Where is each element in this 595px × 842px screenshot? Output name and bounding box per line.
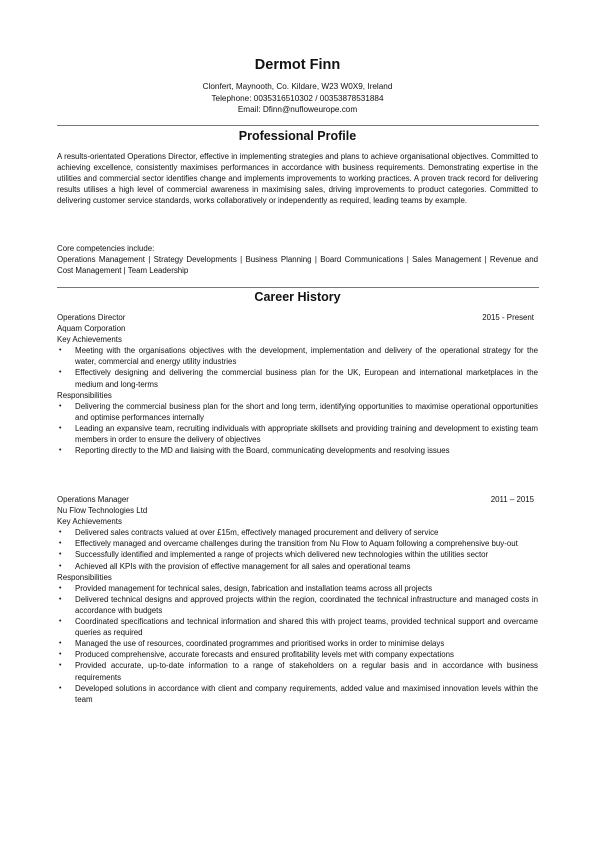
bullet-icon: • (59, 562, 62, 570)
profile-heading: Professional Profile (238, 129, 357, 143)
competencies-label: Core competencies include: (57, 244, 155, 253)
bullet-icon: • (59, 595, 62, 603)
list-item: • Developed solutions in accordance with client and company requirements, added value and maximised innovation levels within the team (59, 683, 538, 704)
bullet-icon: • (59, 347, 62, 355)
competencies-list: Operations Management | Strategy Developments | Business Planning | Board Communications | Sales Management | Revenue and Cost Management | Team Leadership (57, 255, 538, 276)
responsibilities-label: Responsibilities (57, 572, 112, 582)
bullet-icon: • (59, 618, 62, 626)
list-item: • Delivered sales contracts valued at over £15m, effectively managed procurement and delivery of service (59, 528, 439, 538)
list-item: • Effectively managed and overcame challenges during the transition from Nu Flow to Aquam following a comprehensive buy-out (59, 539, 518, 549)
list-item: • Achieved all KPIs with the provision of effective management for all sales and operational teams (59, 561, 411, 571)
role-dates: 2015 - Present (482, 313, 534, 322)
role-header (57, 494, 538, 505)
bullet-icon: • (59, 584, 62, 592)
section-divider (57, 287, 539, 288)
list-item: • Delivering the commercial business plan for the short and long term, identifying opportunities to maximise operational opportunities and optimise performances internally (59, 401, 538, 422)
role-operations-director (57, 312, 538, 456)
telephone-line: Telephone: 0035316510302 / 00353878531884 (211, 93, 384, 103)
email-line: Email: Dfinn@nufloweurope.com (237, 105, 358, 114)
list-item: • Reporting directly to the MD and liaising with the Board, communicating developments and resolving issues (59, 446, 450, 456)
bullet-icon: • (59, 640, 62, 648)
role-dates: 2011 – 2015 (490, 495, 534, 504)
career-heading: Career History (254, 290, 341, 304)
list-item: • Produced comprehensive, accurate forecasts and ensured profitability levels met with company expectations (59, 650, 454, 660)
responsibilities-label: Responsibilities (57, 390, 112, 400)
bullet-icon: • (59, 651, 62, 659)
list-item: • Effectively designing and delivering the commercial business plan for the UK, European and international marketplaces in the medium and long-terms (59, 368, 538, 389)
bullet-icon: • (59, 684, 62, 692)
bullet-icon: • (59, 424, 62, 432)
responsibilities-list (57, 583, 538, 705)
list-item: • Delivered technical designs and approved projects within the region, coordinated the technical infrastructure and managed costs in accordance with budgets (59, 594, 538, 615)
company-name: Aquam Corporation (57, 324, 126, 334)
role-title: Operations Manager (57, 495, 129, 504)
list-item: • Provided management for technical sales, design, fabrication and installation teams across all projects (59, 583, 433, 593)
bullet-icon: • (59, 551, 62, 559)
bullet-icon: • (59, 540, 62, 548)
candidate-name: Dermot Finn (254, 57, 341, 73)
list-item: • Meeting with the organisations objectives with the development, implementation and delivery of the operational strategy for the water, commercial and energy utility industries (59, 346, 538, 367)
achievements-list (57, 527, 538, 571)
bullet-icon: • (59, 662, 62, 670)
responsibilities-list (57, 401, 538, 456)
list-item: • Managed the use of resources, coordinated programmes and prioritised works in order to minimise delays (59, 639, 445, 649)
role-operations-manager (57, 494, 538, 705)
achievements-label: Key Achievements (57, 517, 122, 527)
achievements-list (57, 345, 538, 389)
profile-summary: A results-orientated Operations Director, effective in implementing strategies and plans to achieve organisational objectives. Committed to achieving excellence, consistently maximises performances in accordance with business requirements. Demonstrating expertise in the utilities and commercial sector identifies change and implements improvements to working practices. A proven track record for delivering results utilises a high level of commercial awareness in maximising sales, driving improvements to product categories. Committed to delivering customer service standards, works collaboratively or independently as required, leading teams by example. (57, 152, 538, 206)
list-item: • Coordinated specifications and technical information and shared this with project teams, provided technical support and overcame queries as required (59, 617, 538, 638)
role-header (57, 312, 538, 323)
address-line: Clonfert, Maynooth, Co. Kildare, W23 W0X9, Ireland (202, 82, 393, 91)
company-name: Nu Flow Technologies Ltd (57, 506, 148, 516)
list-item: • Successfully identified and implemented a range of projects which delivered new technologies within the utilities sector (59, 550, 489, 560)
list-item: • Provided accurate, up-to-date information to a range of stakeholders on a regular basis and in accordance with business requirements (59, 661, 538, 682)
list-item: • Leading an expansive team, recruiting individuals with appropriate skillsets and providing training and development to existing team members in order to ensure the delivery of objectives (59, 423, 538, 445)
achievements-label: Key Achievements (57, 335, 122, 345)
role-title: Operations Director (57, 313, 126, 322)
section-divider (57, 125, 539, 126)
bullet-icon: • (59, 402, 62, 410)
bullet-icon: • (59, 447, 62, 455)
bullet-icon: • (59, 369, 62, 377)
bullet-icon: • (59, 529, 62, 537)
